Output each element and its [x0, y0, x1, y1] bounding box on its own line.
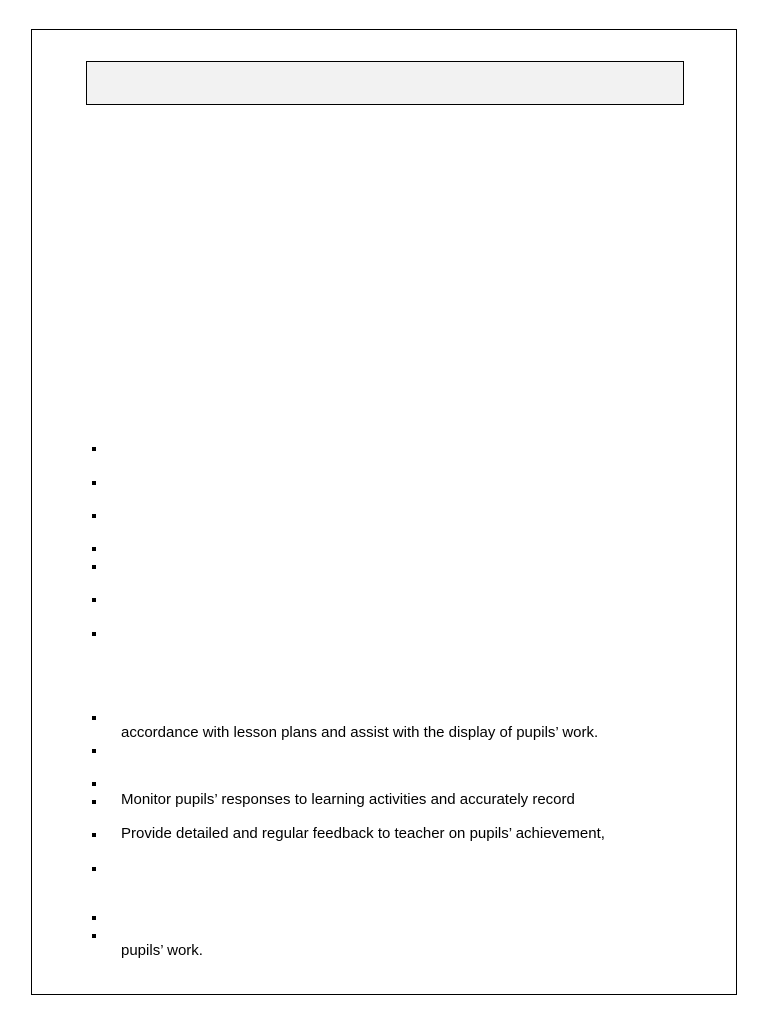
bullet-1: [92, 447, 96, 451]
bullet-11: [92, 800, 96, 804]
bullet-4: [92, 547, 96, 551]
bullet-8: [92, 716, 96, 720]
bullet-5: [92, 565, 96, 569]
bullet-7: [92, 632, 96, 636]
bullet-2: [92, 481, 96, 485]
bullet-12: [92, 833, 96, 837]
text-line-monitor-responses: Monitor pupils’ responses to learning activities and accurately record: [121, 791, 575, 808]
bullet-9: [92, 749, 96, 753]
page-border: [31, 29, 737, 995]
bullet-10: [92, 782, 96, 786]
title-box: [86, 61, 684, 105]
bullet-15: [92, 934, 96, 938]
bullet-6: [92, 598, 96, 602]
text-line-lesson-plans: accordance with lesson plans and assist with the display of pupils’ work.: [121, 724, 599, 741]
text-line-feedback: Provide detailed and regular feedback to teacher on pupils’ achievement,: [121, 825, 605, 842]
bullet-13: [92, 867, 96, 871]
bullet-3: [92, 514, 96, 518]
bullet-14: [92, 916, 96, 920]
text-line-pupils-work: pupils’ work.: [121, 942, 203, 959]
